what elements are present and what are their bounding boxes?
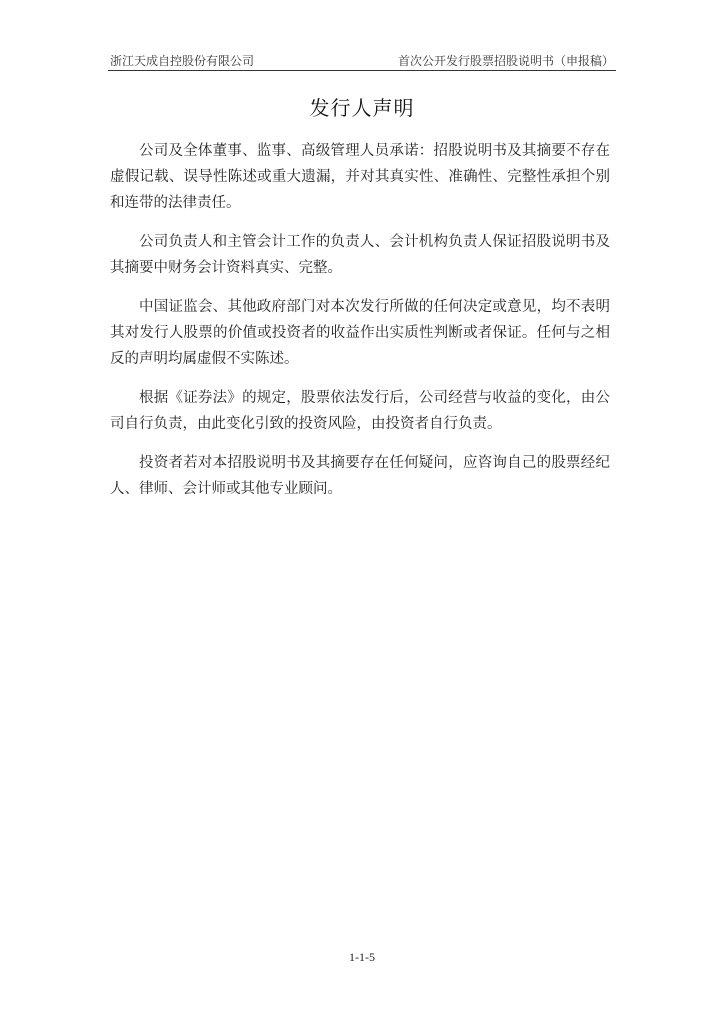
header-company-name: 浙江天成自控股份有限公司: [110, 54, 255, 68]
page-title: 发行人声明: [309, 96, 415, 120]
paragraph-1: 公司及全体董事、监事、高级管理人员承诺：招股说明书及其摘要不存在虚假记载、误导性陈述或重大遗漏，并对其真实性、准确性、完整性承担个别和连带的法律责任。: [110, 143, 610, 211]
paragraph-3: 中国证监会、其他政府部门对本次发行所做的任何决定或意见，均不表明其对发行人股票的价值或投资者的收益作出实质性判断或者保证。任何与之相反的声明均属虚假不实陈述。: [110, 299, 610, 367]
paragraph-5: 投资者若对本招股说明书及其摘要存在任何疑问，应咨询自己的股票经纪人、律师、会计师或其他专业顾问。: [110, 455, 610, 497]
paragraph-4: 根据《证券法》的规定，股票依法发行后，公司经营与收益的变化，由公司自行负责，由此变化引致的投资风险，由投资者自行负责。: [110, 390, 610, 432]
page-header: [108, 50, 616, 71]
statement-body: [110, 138, 610, 515]
header-document-title: 首次公开发行股票招股说明书（申报稿）: [397, 54, 614, 68]
page-number: 1-1-5: [349, 950, 375, 964]
paragraph-2: 公司负责人和主管会计工作的负责人、会计机构负责人保证招股说明书及其摘要中财务会计资料真实、完整。: [110, 234, 610, 276]
